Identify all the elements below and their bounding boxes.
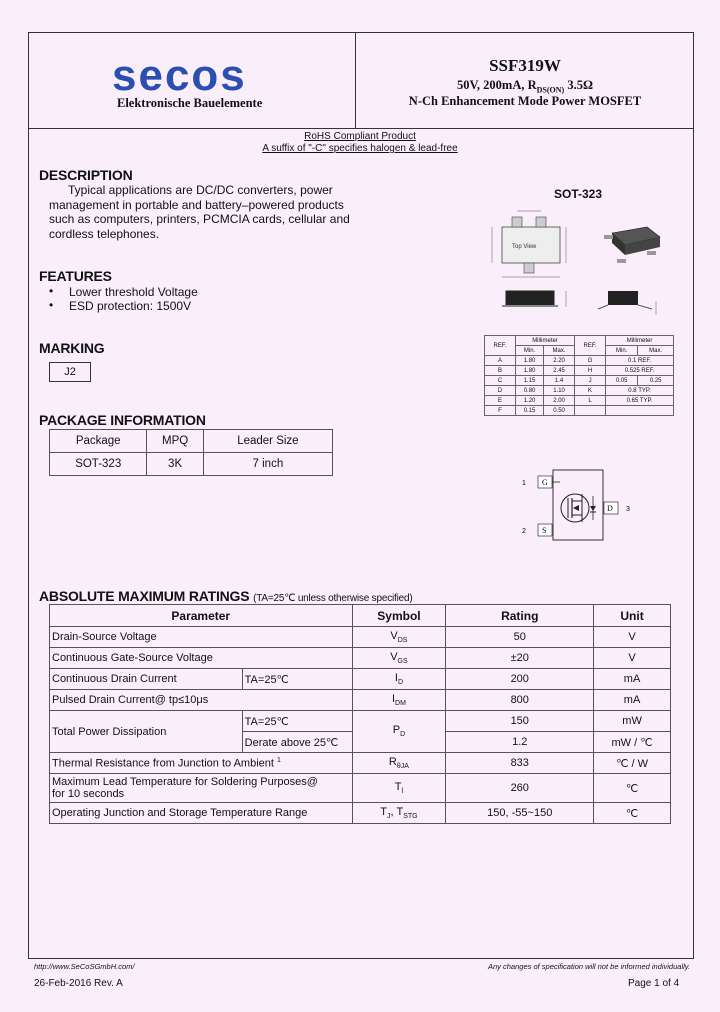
table-row: Pulsed Drain Current@ tp≤10μs $I_{DM}$ 800 mA — [50, 690, 671, 711]
table-cell: 7 inch — [203, 453, 332, 476]
table-header-cell: Package — [50, 430, 147, 453]
table-row: Continuous Gate-Source Voltage $V_{GS}$ ±20 V — [50, 648, 671, 669]
table-row: E 1.20 2.00 L 0.65 TYP. — [485, 396, 674, 406]
table-row: Thermal Resistance from Junction to Ambient $^1$ $R_{\theta JA}$ 833 ℃ / W — [50, 753, 671, 774]
table-cell: 3K — [147, 453, 203, 476]
description-heading: DESCRIPTION — [39, 167, 133, 183]
table-row: Derate above 25℃ 1.2 mW / ℃ — [50, 732, 671, 753]
package-end-view-icon — [608, 291, 638, 305]
svg-text:Top View: Top View — [512, 244, 537, 250]
part-description: N-Ch Enhancement Mode Power MOSFET — [408, 94, 642, 108]
header-vertical-divider — [355, 32, 356, 129]
table-header-cell: MPQ — [147, 430, 203, 453]
table-row: F 0.15 0.50 — [485, 406, 674, 416]
table-row: Operating Junction and Storage Temperature Range $T_J$, $T_{STG}$ 150, -55~150 ℃ — [50, 803, 671, 824]
table-header-cell: Leader Size — [203, 430, 332, 453]
dimensions-table — [484, 335, 674, 416]
svg-text:3: 3 — [626, 506, 630, 513]
part-spec: 50V, 200mA, $R_{DS(ON)}$ 3.5Ω — [457, 78, 593, 95]
package-info-table — [49, 429, 333, 476]
logo-subtitle: Elektronische Bauelemente — [117, 96, 263, 110]
secos-logo: secos — [112, 51, 247, 100]
part-number: SSF319W — [489, 56, 561, 75]
package-side-view-icon — [506, 291, 554, 305]
sot-title: SOT-323 — [554, 187, 603, 201]
table-header-row: Parameter Symbol Rating Unit — [50, 605, 671, 627]
rohs-line-2: A suffix of "-C" specifies halogen & lead-free — [262, 143, 458, 154]
features-heading: FEATURES — [39, 268, 112, 284]
table-row: C 1.15 1.4 J 0.05 0.25 — [485, 376, 674, 386]
table-header-row — [50, 430, 333, 453]
svg-text:D: D — [607, 504, 613, 513]
svg-text:1: 1 — [522, 480, 526, 487]
description-text: Typical applications are DC/DC converters, power management in portable and battery–powered products such as computers, printers, PCMCIA cards, cellular and cordless telephones. — [49, 183, 350, 241]
absolute-max-ratings-table — [49, 604, 671, 824]
table-row: Total Power Dissipation TA=25℃ $P_D$ 150 mW — [50, 711, 671, 732]
table-row — [50, 453, 333, 476]
table-row: Maximum Lead Temperature for Soldering Purposes@ for 10 seconds $T_l$ 260 ℃ — [50, 774, 671, 803]
table-row: A 1.80 2.20 G 0.1 REF. — [485, 356, 674, 366]
table-cell: SOT-323 — [50, 453, 147, 476]
marking-code-box: J2 — [49, 362, 91, 382]
svg-text:G: G — [542, 478, 548, 487]
sot323-package-drawing — [482, 205, 677, 330]
table-row: Drain-Source Voltage $V_{DS}$ 50 V — [50, 627, 671, 648]
table-row: Continuous Drain Current TA=25℃ $I_D$ 200 mA — [50, 669, 671, 690]
svg-text:2: 2 — [522, 528, 526, 535]
footer-page: Page 1 of 4 — [628, 978, 680, 989]
rohs-line-1: RoHS Compliant Product — [304, 131, 416, 142]
amr-heading: ABSOLUTE MAXIMUM RATINGS (TA=25℃ unless otherwise specified) — [39, 588, 413, 604]
table-subheader-row: Min. Max. Min. Max. — [485, 346, 674, 356]
marking-heading: MARKING — [39, 340, 105, 356]
table-header-row: REF. Millimeter REF. Millimeter — [485, 336, 674, 346]
footer-disclaimer: Any changes of specification will not be informed individually. — [488, 962, 691, 971]
package-info-heading: PACKAGE INFORMATION — [39, 412, 206, 428]
header-divider — [28, 128, 694, 129]
table-row: D 0.80 1.10 K 0.8 TYP. — [485, 386, 674, 396]
table-row: B 1.80 2.45 H 0.525 REF. — [485, 366, 674, 376]
svg-text:S: S — [542, 526, 547, 535]
footer-date-rev: 26-Feb-2016 Rev. A — [34, 978, 123, 989]
footer-url[interactable]: http://www.SeCoSGmbH.com/ — [34, 962, 135, 971]
mosfet-schematic — [518, 466, 638, 546]
